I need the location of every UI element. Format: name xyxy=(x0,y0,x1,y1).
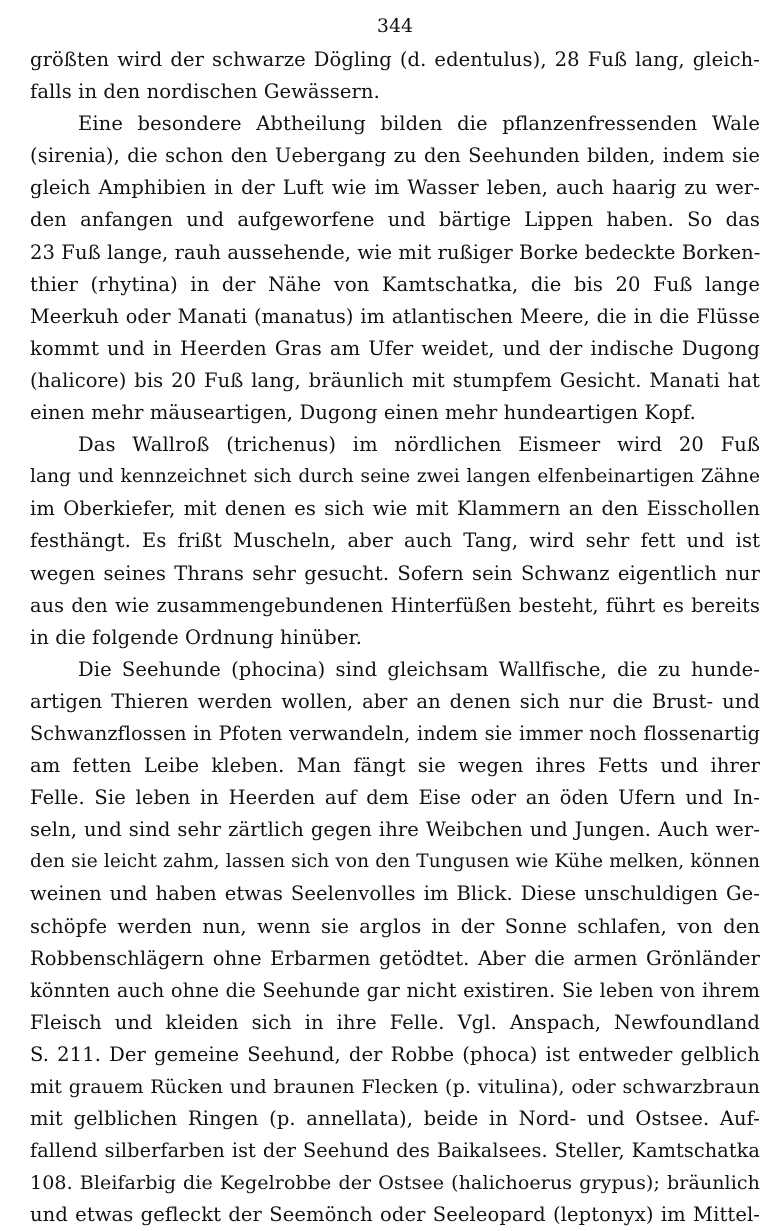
text-line: schöpfe werden nun, wenn sie arglos in der Sonne schlafen, von den xyxy=(30,914,760,938)
text-line: weinen und haben etwas Seelenvolles im Blick. Diese unschuldigen Ge- xyxy=(30,882,760,906)
text-line: den sie leicht zahm, lassen sich von den Tungusen wie Kühe melken, können xyxy=(30,851,760,873)
text-line: thier (rhytina) in der Nähe von Kamtschatka, die bis 20 Fuß lange xyxy=(30,272,760,296)
text-line: im Oberkiefer, mit denen es sich wie mit Klammern an den Eisschollen xyxy=(30,497,760,521)
text-line: (sirenia), die schon den Uebergang zu den Seehunden bilden, indem sie xyxy=(30,144,760,168)
text-line: fallend silberfarben ist der Seehund des Baikalsees. Steller, Kamtschatka xyxy=(30,1139,760,1163)
page-number: 344 xyxy=(376,15,414,37)
text-line: Meerkuh oder Manati (manatus) im atlantischen Meere, die in die Flüsse xyxy=(30,304,760,328)
text-line: 23 Fuß lange, rauh aussehende, wie mit rußiger Borke bedeckte Borken- xyxy=(30,240,761,264)
text-line: falls in den nordischen Gewässern. xyxy=(30,80,380,104)
text-line: lang und kennzeichnet sich durch seine zwei langen elfenbeinartigen Zähne xyxy=(30,466,760,488)
text-line: und etwas gefleckt der Seemönch oder Seeleopard (leptonyx) im Mittel- xyxy=(30,1203,760,1227)
text-line: wegen seines Thrans sehr gesucht. Sofern sein Schwanz eigentlich nur xyxy=(30,561,760,585)
text-line: kommt und in Heerden Gras am Ufer weidet, und der indische Dugong xyxy=(30,336,760,360)
text-line: (halicore) bis 20 Fuß lang, bräunlich mit stumpfem Gesicht. Manati hat xyxy=(30,368,760,392)
text-line: Robbenschlägern ohne Erbarmen getödtet. Aber die armen Grönländer xyxy=(30,946,760,970)
text-line: Schwanzflossen in Pfoten verwandeln, indem sie immer noch flossenartig xyxy=(30,721,760,745)
text-line: könnten auch ohne die Seehunde gar nicht existiren. Sie leben von ihrem xyxy=(30,978,760,1002)
text-line: S. 211. Der gemeine Seehund, der Robbe (phoca) ist entweder gelblich xyxy=(30,1042,760,1066)
text-line: am fetten Leibe kleben. Man fängt sie wegen ihres Fetts und ihrer xyxy=(30,754,760,778)
text-line: Fleisch und kleiden sich in ihre Felle. Vgl. Anspach, Newfoundland xyxy=(30,1010,760,1034)
text-line: artigen Thieren werden wollen, aber an denen sich nur die Brust- und xyxy=(30,689,760,713)
text-line: mit gelblichen Ringen (p. annellata), beide in Nord- und Ostsee. Auf- xyxy=(30,1107,760,1131)
text-line: in die folgende Ordnung hinüber. xyxy=(30,625,363,649)
text-line: Eine besondere Abtheilung bilden die pflanzenfressenden Wale xyxy=(78,112,760,136)
text-line: Felle. Sie leben in Heerden auf dem Eise oder an öden Ufern und In- xyxy=(30,786,760,810)
body-text xyxy=(30,44,760,1231)
text-line: größten wird der schwarze Dögling (d. edentulus), 28 Fuß lang, gleich- xyxy=(30,48,760,71)
text-line: aus den wie zusammengebundenen Hinterfüßen besteht, führt es bereits xyxy=(30,593,760,617)
text-line: mit grauem Rücken und braunen Flecken (p. vitulina), oder schwarzbraun xyxy=(30,1076,760,1098)
text-line: festhängt. Es frißt Muscheln, aber auch Tang, wird sehr fett und ist xyxy=(30,529,760,553)
text-line: gleich Amphibien in der Luft wie im Wasser leben, auch haarig zu wer- xyxy=(30,176,760,200)
text-line: einen mehr mäuseartigen, Dugong einen mehr hundeartigen Kopf. xyxy=(30,401,696,425)
text-line: Die Seehunde (phocina) sind gleichsam Wallfische, die zu hunde- xyxy=(78,657,760,681)
text-line: Das Wallroß (trichenus) im nördlichen Eismeer wird 20 Fuß xyxy=(78,433,760,457)
text-line: den anfangen und aufgeworfene und bärtige Lippen haben. So das xyxy=(30,208,760,232)
text-line: seln, und sind sehr zärtlich gegen ihre Weibchen und Jungen. Auch wer- xyxy=(30,818,760,842)
text-line: 108. Bleifarbig die Kegelrobbe der Ostsee (halichoerus grypus); bräunlich xyxy=(30,1172,760,1195)
book-page xyxy=(30,0,761,1227)
